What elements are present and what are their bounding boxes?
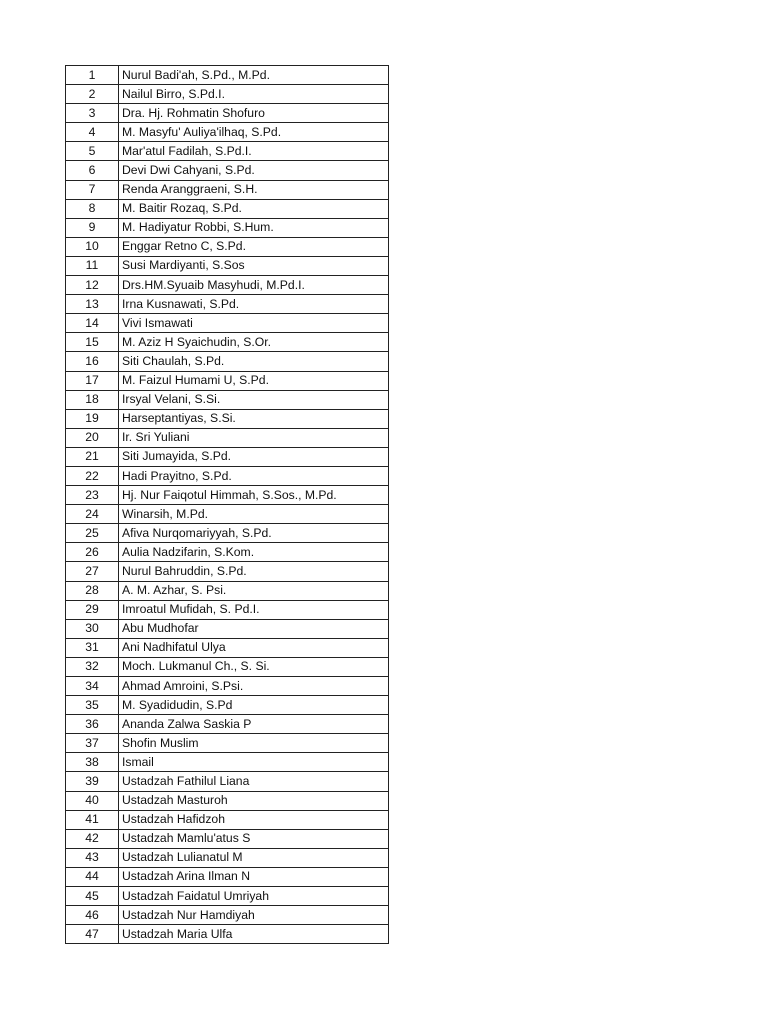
table-row <box>66 180 389 199</box>
table-row <box>66 333 389 352</box>
row-number-cell: 5 <box>66 142 119 161</box>
name-cell: Winarsih, M.Pd. <box>119 505 389 524</box>
table-row <box>66 466 389 485</box>
row-number-cell: 40 <box>66 791 119 810</box>
name-cell: Ananda Zalwa Saskia P <box>119 715 389 734</box>
table-row <box>66 409 389 428</box>
table-row <box>66 581 389 600</box>
table-row <box>66 161 389 180</box>
name-cell: Imroatul Mufidah, S. Pd.I. <box>119 600 389 619</box>
row-number-cell: 21 <box>66 447 119 466</box>
table-row <box>66 829 389 848</box>
table-row <box>66 791 389 810</box>
name-list-body <box>66 66 389 944</box>
name-cell: Nailul Birro, S.Pd.I. <box>119 85 389 104</box>
row-number-cell: 37 <box>66 734 119 753</box>
name-cell: Hadi Prayitno, S.Pd. <box>119 466 389 485</box>
name-cell: Drs.HM.Syuaib Masyhudi, M.Pd.I. <box>119 276 389 295</box>
name-cell: Ustadzah Fathilul Liana <box>119 772 389 791</box>
table-row <box>66 66 389 85</box>
table-row <box>66 123 389 142</box>
table-row <box>66 390 389 409</box>
table-row <box>66 142 389 161</box>
table-row <box>66 371 389 390</box>
table-row <box>66 543 389 562</box>
name-cell: Dra. Hj. Rohmatin Shofuro <box>119 104 389 123</box>
name-cell: Susi Mardiyanti, S.Sos <box>119 256 389 275</box>
table-row <box>66 753 389 772</box>
name-cell: Irna Kusnawati, S.Pd. <box>119 295 389 314</box>
row-number-cell: 2 <box>66 85 119 104</box>
table-row <box>66 428 389 447</box>
name-cell: Siti Jumayida, S.Pd. <box>119 447 389 466</box>
row-number-cell: 34 <box>66 677 119 696</box>
row-number-cell: 42 <box>66 829 119 848</box>
name-cell: Enggar Retno C, S.Pd. <box>119 237 389 256</box>
table-row <box>66 734 389 753</box>
table-row <box>66 524 389 543</box>
name-cell: Ustadzah Hafidzoh <box>119 810 389 829</box>
name-cell: Ismail <box>119 753 389 772</box>
table-row <box>66 772 389 791</box>
table-row <box>66 906 389 925</box>
row-number-cell: 16 <box>66 352 119 371</box>
table-row <box>66 848 389 867</box>
name-cell: Ustadzah Lulianatul M <box>119 848 389 867</box>
row-number-cell: 46 <box>66 906 119 925</box>
name-cell: Ustadzah Mamlu'atus S <box>119 829 389 848</box>
table-row <box>66 810 389 829</box>
row-number-cell: 24 <box>66 505 119 524</box>
row-number-cell: 8 <box>66 199 119 218</box>
name-cell: M. Hadiyatur Robbi, S.Hum. <box>119 218 389 237</box>
name-list-table <box>65 65 389 944</box>
name-cell: M. Aziz H Syaichudin, S.Or. <box>119 333 389 352</box>
name-cell: M. Faizul Humami U, S.Pd. <box>119 371 389 390</box>
row-number-cell: 32 <box>66 657 119 676</box>
row-number-cell: 6 <box>66 161 119 180</box>
table-row <box>66 85 389 104</box>
row-number-cell: 19 <box>66 409 119 428</box>
row-number-cell: 9 <box>66 218 119 237</box>
row-number-cell: 27 <box>66 562 119 581</box>
row-number-cell: 38 <box>66 753 119 772</box>
name-cell: Aulia Nadzifarin, S.Kom. <box>119 543 389 562</box>
name-cell: Ani Nadhifatul Ulya <box>119 638 389 657</box>
table-row <box>66 677 389 696</box>
row-number-cell: 47 <box>66 925 119 944</box>
name-cell: Moch. Lukmanul Ch., S. Si. <box>119 657 389 676</box>
row-number-cell: 14 <box>66 314 119 333</box>
name-cell: Abu Mudhofar <box>119 619 389 638</box>
name-cell: Nurul Badi'ah, S.Pd., M.Pd. <box>119 66 389 85</box>
name-cell: M. Masyfu' Auliya'ilhaq, S.Pd. <box>119 123 389 142</box>
row-number-cell: 12 <box>66 276 119 295</box>
name-cell: Afiva Nurqomariyyah, S.Pd. <box>119 524 389 543</box>
table-row <box>66 199 389 218</box>
row-number-cell: 20 <box>66 428 119 447</box>
name-cell: Vivi Ismawati <box>119 314 389 333</box>
table-row <box>66 295 389 314</box>
row-number-cell: 41 <box>66 810 119 829</box>
name-cell: Ir. Sri Yuliani <box>119 428 389 447</box>
name-cell: Renda Aranggraeni, S.H. <box>119 180 389 199</box>
name-cell: M. Baitir Rozaq, S.Pd. <box>119 199 389 218</box>
table-row <box>66 657 389 676</box>
row-number-cell: 35 <box>66 696 119 715</box>
row-number-cell: 44 <box>66 867 119 886</box>
name-cell: Devi Dwi Cahyani, S.Pd. <box>119 161 389 180</box>
row-number-cell: 18 <box>66 390 119 409</box>
name-cell: Shofin Muslim <box>119 734 389 753</box>
row-number-cell: 13 <box>66 295 119 314</box>
name-cell: A. M. Azhar, S. Psi. <box>119 581 389 600</box>
table-row <box>66 276 389 295</box>
name-cell: Ustadzah Faidatul Umriyah <box>119 887 389 906</box>
table-row <box>66 619 389 638</box>
table-row <box>66 925 389 944</box>
table-row <box>66 600 389 619</box>
name-cell: Nurul Bahruddin, S.Pd. <box>119 562 389 581</box>
row-number-cell: 22 <box>66 466 119 485</box>
table-row <box>66 352 389 371</box>
name-cell: Mar'atul Fadilah, S.Pd.I. <box>119 142 389 161</box>
table-row <box>66 218 389 237</box>
row-number-cell: 26 <box>66 543 119 562</box>
name-cell: M. Syadidudin, S.Pd <box>119 696 389 715</box>
name-cell: Siti Chaulah, S.Pd. <box>119 352 389 371</box>
table-row <box>66 696 389 715</box>
table-row <box>66 505 389 524</box>
name-cell: Harseptantiyas, S.Si. <box>119 409 389 428</box>
name-cell: Ustadzah Arina Ilman N <box>119 867 389 886</box>
row-number-cell: 29 <box>66 600 119 619</box>
table-row <box>66 867 389 886</box>
row-number-cell: 30 <box>66 619 119 638</box>
row-number-cell: 7 <box>66 180 119 199</box>
name-cell: Hj. Nur Faiqotul Himmah, S.Sos., M.Pd. <box>119 486 389 505</box>
row-number-cell: 25 <box>66 524 119 543</box>
row-number-cell: 39 <box>66 772 119 791</box>
row-number-cell: 23 <box>66 486 119 505</box>
row-number-cell: 45 <box>66 887 119 906</box>
name-cell: Ustadzah Maria Ulfa <box>119 925 389 944</box>
row-number-cell: 36 <box>66 715 119 734</box>
table-row <box>66 562 389 581</box>
row-number-cell: 1 <box>66 66 119 85</box>
name-cell: Irsyal Velani, S.Si. <box>119 390 389 409</box>
row-number-cell: 15 <box>66 333 119 352</box>
table-row <box>66 104 389 123</box>
row-number-cell: 28 <box>66 581 119 600</box>
table-row <box>66 715 389 734</box>
row-number-cell: 31 <box>66 638 119 657</box>
row-number-cell: 10 <box>66 237 119 256</box>
name-cell: Ustadzah Nur Hamdiyah <box>119 906 389 925</box>
row-number-cell: 11 <box>66 256 119 275</box>
table-row <box>66 256 389 275</box>
table-row <box>66 486 389 505</box>
name-cell: Ustadzah Masturoh <box>119 791 389 810</box>
table-row <box>66 638 389 657</box>
name-cell: Ahmad Amroini, S.Psi. <box>119 677 389 696</box>
row-number-cell: 3 <box>66 104 119 123</box>
table-row <box>66 237 389 256</box>
row-number-cell: 17 <box>66 371 119 390</box>
table-row <box>66 887 389 906</box>
row-number-cell: 4 <box>66 123 119 142</box>
row-number-cell: 43 <box>66 848 119 867</box>
table-row <box>66 447 389 466</box>
table-row <box>66 314 389 333</box>
